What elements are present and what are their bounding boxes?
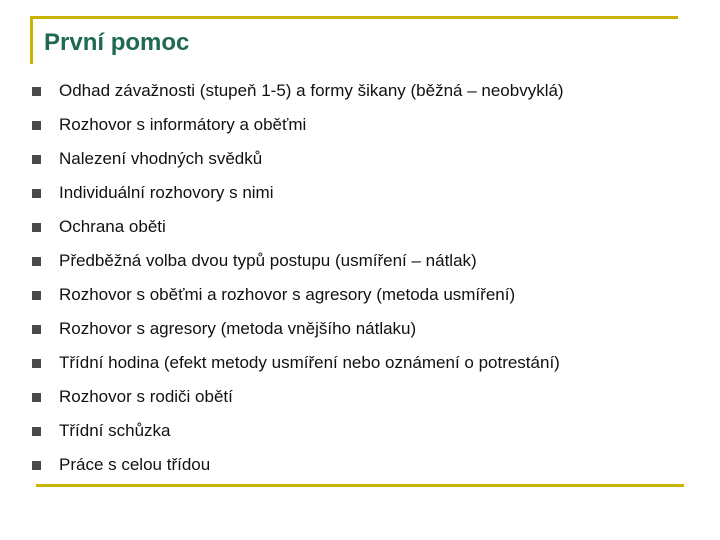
bullet-text: Rozhovor s agresory (metoda vnějšího nátlaku): [59, 319, 417, 338]
square-bullet-icon: [32, 155, 41, 164]
square-bullet-icon: [32, 427, 41, 436]
bullet-text: Práce s celou třídou: [59, 455, 211, 474]
square-bullet-icon: [32, 393, 41, 402]
square-bullet-icon: [32, 121, 41, 130]
list-item: [30, 176, 700, 210]
square-bullet-icon: [32, 461, 41, 470]
square-bullet-icon: [32, 325, 41, 334]
bullet-text: Předběžná volba dvou typů postupu (usmíření – nátlak): [59, 251, 477, 270]
list-item: [30, 312, 700, 346]
list-item: [30, 210, 700, 244]
bullet-text: Ochrana oběti: [59, 217, 166, 236]
bullet-text: Nalezení vhodných svědků: [59, 149, 263, 168]
title-frame-left-rule: [30, 16, 33, 64]
list-item: [30, 74, 700, 108]
list-item: [30, 346, 700, 380]
square-bullet-icon: [32, 87, 41, 96]
bullet-text: Individuální rozhovory s nimi: [59, 183, 274, 202]
square-bullet-icon: [32, 223, 41, 232]
bullet-text: Rozhovor s informátory a oběťmi: [59, 115, 307, 134]
list-item: [30, 380, 700, 414]
bottom-rule: [36, 484, 684, 487]
title-frame-top-rule: [30, 16, 678, 19]
bullet-text: Odhad závažnosti (stupeň 1-5) a formy šikany (běžná – neobvyklá): [59, 81, 564, 100]
bullet-text: Třídní hodina (efekt metody usmíření nebo oznámení o potrestání): [59, 353, 560, 372]
bullet-text: Rozhovor s oběťmi a rozhovor s agresory (metoda usmíření): [59, 285, 516, 304]
list-item: [30, 108, 700, 142]
square-bullet-icon: [32, 359, 41, 368]
bullet-text: Třídní schůzka: [59, 421, 171, 440]
square-bullet-icon: [32, 257, 41, 266]
list-item: [30, 244, 700, 278]
bullet-list: [30, 74, 700, 482]
slide-title: První pomoc: [44, 29, 190, 56]
list-item: [30, 448, 700, 482]
list-item: [30, 278, 700, 312]
square-bullet-icon: [32, 189, 41, 198]
bullet-text: Rozhovor s rodiči obětí: [59, 387, 233, 406]
square-bullet-icon: [32, 291, 41, 300]
list-item: [30, 142, 700, 176]
list-item: [30, 414, 700, 448]
